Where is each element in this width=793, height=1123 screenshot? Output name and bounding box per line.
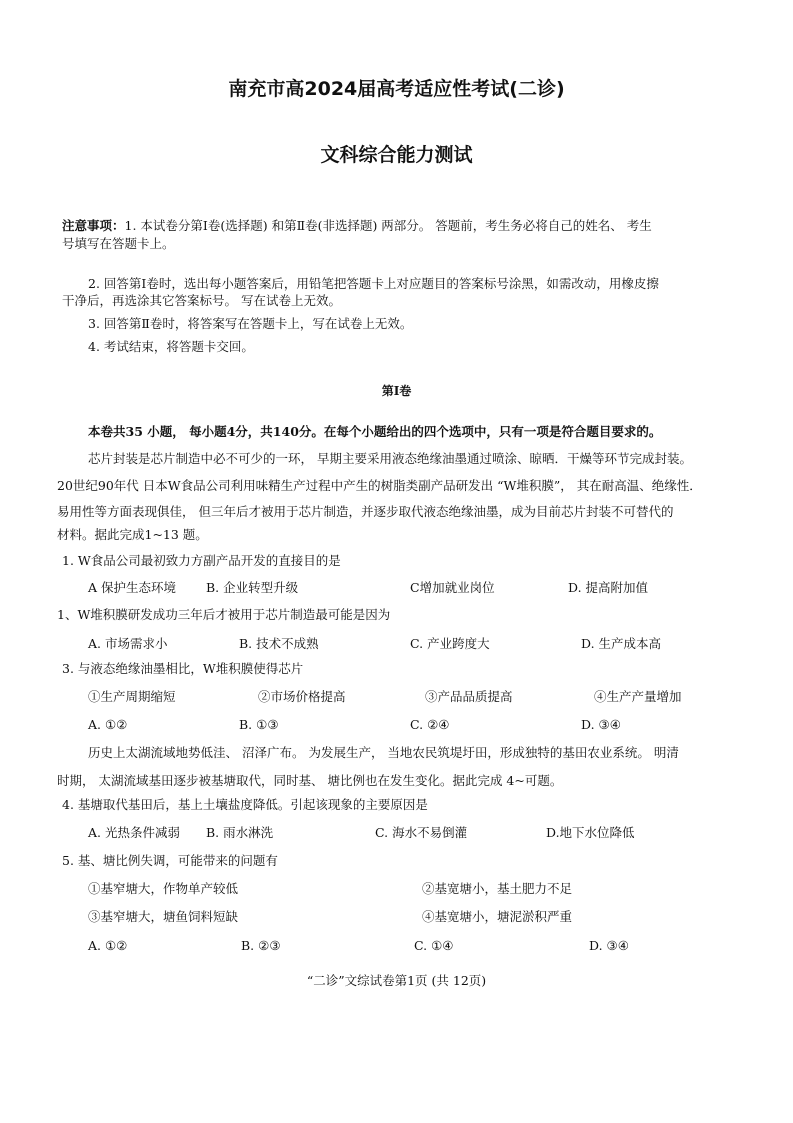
q3-option-b: B. ①③ xyxy=(239,717,279,732)
question-2-stem: 1、W堆积膜研发成功三年后才被用于芯片制造最可能是因为 xyxy=(57,607,391,622)
q4-option-d: D.地下水位降低 xyxy=(546,825,635,840)
q2-option-a: A. 市场需求小 xyxy=(88,636,168,651)
passage2-line-2: 时期， 太湖流域基田逐步被基塘取代，同时基、 塘比例也在发生变化。据此完成 4~可题。 xyxy=(57,773,563,788)
q5-statement-2: ②基宽塘小，基土肥力不足 xyxy=(422,881,573,896)
notice-item-4: 4. 考试结束，将答题卡交回。 xyxy=(88,339,254,354)
notice-item-2-cont: 干净后，再选涂其它答案标号。 写在试卷上无效。 xyxy=(62,293,341,308)
notice-item-2: 2. 回答第I卷时，选出每小题答案后，用铅笔把答题卡上对应题目的答案标号涂黑，如需改动，用橡皮擦 xyxy=(88,276,659,291)
exam-subtitle: 文科综合能力测试 xyxy=(320,144,473,166)
q5-option-b: B. ②③ xyxy=(241,938,281,953)
q4-option-a: A. 光热条件减弱 xyxy=(88,825,180,840)
passage1-line-4: 材料。据此完成1~13 题。 xyxy=(57,527,208,542)
q2-option-d: D. 生产成本高 xyxy=(581,636,662,651)
q3-statement-2: ②市场价格提高 xyxy=(258,689,346,704)
notice-item-1-cont: 号填写在答题卡上。 xyxy=(62,236,175,251)
section-intro: 本卷共35 小题， 每小题4分，共140分。在每个小题给出的四个选项中，只有一项是符合题目要求的。 xyxy=(88,424,662,439)
page-footer: “二诊”文综试卷第1页 (共 12页) xyxy=(306,973,487,988)
exam-title: 南充市高2024届高考适应性考试(二诊) xyxy=(228,78,565,100)
q5-option-d: D. ③④ xyxy=(589,938,629,953)
q3-option-c: C. ②④ xyxy=(410,717,450,732)
q1-option-a: A 保护生态环境 xyxy=(88,580,177,595)
passage1-line-3: 易用性等方面表现俱佳， 但三年后才被用于芯片制造，并逐步取代液态绝缘油墨，成为目前芯片封装不可替代的 xyxy=(57,504,674,519)
notice-item-1 xyxy=(62,218,652,234)
q3-statement-3: ③产品品质提高 xyxy=(425,689,513,704)
q3-option-a: A. ①② xyxy=(88,717,128,732)
q4-option-b: B. 雨水淋洗 xyxy=(206,825,274,840)
notice-item-1-text: 1. 本试卷分第I卷(选择题) 和第Ⅱ卷(非选择题) 两部分。 答题前，考生务必将自己的姓名、 考生 xyxy=(124,218,652,233)
q3-statement-4: ④生产产量增加 xyxy=(594,689,682,704)
q2-option-c: C. 产业跨度大 xyxy=(410,636,490,651)
question-3-stem: 3. 与液态绝缘油墨相比，W堆积膜使得芯片 xyxy=(62,661,304,676)
q1-option-c: C增加就业岗位 xyxy=(410,580,495,595)
q3-option-d: D. ③④ xyxy=(581,717,621,732)
notice-item-3: 3. 回答第Ⅱ卷时，将答案写在答题卡上，写在试卷上无效。 xyxy=(88,316,413,331)
passage1-line-2: 20世纪90年代 日本W食品公司利用味精生产过程中产生的树脂类副产品研发出 “W堆积膜”， 其在耐高温、绝缘性． xyxy=(57,478,702,493)
passage2-line-1: 历史上太湖流域地势低洼、 沼泽广布。 为发展生产， 当地农民筑堤圩田，形成独特的基田农业系统。 明清 xyxy=(88,745,679,760)
question-4-stem: 4. 基塘取代基田后，基上土壤盐度降低。引起该现象的主要原因是 xyxy=(62,797,428,812)
question-1-stem: 1. W食品公司最初致力方副产品开发的直接目的是 xyxy=(62,553,341,568)
q4-option-c: C. 海水不易倒灌 xyxy=(375,825,468,840)
notice-label: 注意事项： xyxy=(62,218,125,233)
q5-statement-4: ④基宽塘小，塘泥淤积严重 xyxy=(422,909,573,924)
q3-statement-1: ①生产周期缩短 xyxy=(88,689,176,704)
section-title: 第I卷 xyxy=(381,384,412,398)
question-5-stem: 5. 基、塘比例失调，可能带来的问题有 xyxy=(62,853,278,868)
q2-option-b: B. 技术不成熟 xyxy=(239,636,319,651)
q1-option-d: D. 提高附加值 xyxy=(568,580,649,595)
passage1-line-1: 芯片封装是芯片制造中必不可少的一环， 早期主要采用液态绝缘油墨通过喷涂、晾晒．干燥等环节完成封装。 xyxy=(88,451,692,466)
q5-option-a: A. ①② xyxy=(88,938,128,953)
q5-option-c: C. ①④ xyxy=(414,938,454,953)
q5-statement-3: ③基窄塘大，塘鱼饲料短缺 xyxy=(88,909,239,924)
q5-statement-1: ①基窄塘大，作物单产较低 xyxy=(88,881,239,896)
q1-option-b: B. 企业转型升级 xyxy=(206,580,299,595)
